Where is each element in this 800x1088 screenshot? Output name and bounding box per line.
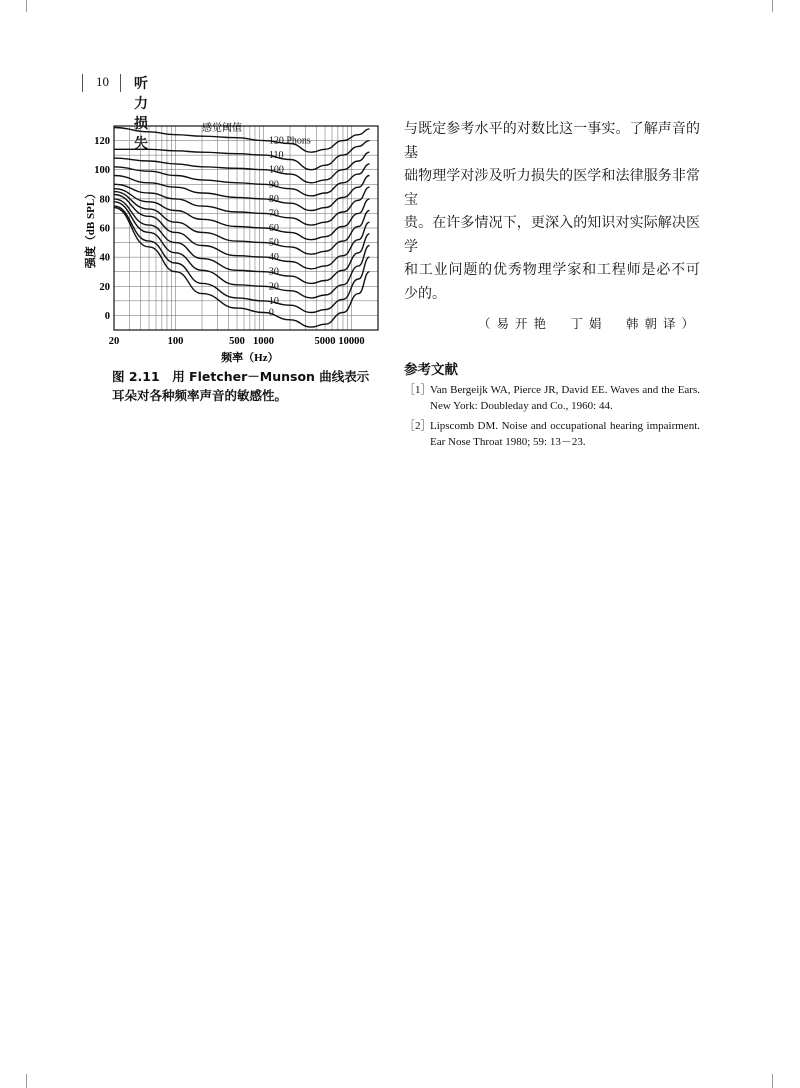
phon-curve-2 bbox=[114, 152, 370, 183]
paragraph-line: 和工业问题的优秀物理学家和工程师是必不可 bbox=[404, 262, 700, 278]
crop-mark bbox=[772, 1074, 773, 1088]
phon-curve-label: 80 bbox=[268, 193, 279, 205]
x-tick-label: 500 bbox=[229, 336, 245, 347]
x-axis-label: 频率（Hz） bbox=[221, 352, 279, 364]
curves bbox=[114, 128, 370, 328]
phon-curve-label: 40 bbox=[268, 252, 279, 264]
reference-text: Lipscomb DM. Noise and occupational hearing impairment. Ear Nose Throat 1980; 59: 13－23. bbox=[430, 420, 700, 448]
phon-curve-6 bbox=[114, 189, 370, 240]
header-rule bbox=[82, 74, 83, 92]
header-rule bbox=[120, 74, 121, 92]
equal-loudness-chart bbox=[84, 118, 384, 368]
running-title: 听力损失 bbox=[134, 76, 148, 152]
body-column bbox=[404, 118, 700, 450]
paragraph-line: 础物理学对涉及听力损失的医学和法律服务非常宝 bbox=[404, 168, 700, 208]
paragraph-line: 贵。在许多情况下，更深入的知识对实际解决医学 bbox=[404, 215, 700, 255]
phon-curve-label: 110 bbox=[268, 150, 284, 162]
phon-curve-label: 100 bbox=[268, 164, 284, 176]
x-tick-labels bbox=[109, 336, 365, 347]
crop-mark bbox=[26, 0, 27, 12]
reference-number: ［2］ bbox=[404, 420, 432, 432]
reference-item bbox=[404, 418, 700, 450]
figure-fletcher-munson bbox=[84, 118, 384, 368]
threshold-annotation: 感觉阈值 bbox=[202, 123, 242, 134]
phon-curve-label: 90 bbox=[268, 179, 279, 191]
y-tick-label: 80 bbox=[99, 194, 110, 206]
paragraph-line: 少的。 bbox=[404, 285, 446, 302]
y-tick-label: 0 bbox=[104, 310, 110, 322]
paragraph-line: 与既定参考水平的对数比这一事实。了解声音的基 bbox=[404, 121, 700, 161]
phon-curve-label: 70 bbox=[268, 208, 279, 220]
x-tick-label: 1000 bbox=[253, 336, 275, 347]
y-tick-label: 120 bbox=[94, 136, 110, 148]
x-tick-label: 10000 bbox=[338, 336, 365, 347]
x-tick-label: 5000 bbox=[314, 336, 336, 347]
references-heading: 参考文献 bbox=[404, 362, 458, 378]
phon-curve-7 bbox=[114, 192, 370, 255]
phon-curve-label: 50 bbox=[268, 237, 279, 249]
phon-curve-label: 0 bbox=[268, 307, 274, 319]
crop-mark bbox=[772, 0, 773, 12]
phon-curve-label: 120 Phons bbox=[268, 135, 311, 147]
y-tick-label: 100 bbox=[94, 165, 110, 177]
phon-curve-label: 10 bbox=[268, 295, 279, 307]
y-tick-label: 60 bbox=[99, 223, 110, 235]
y-axis-label: 强度（dB SPL） bbox=[85, 187, 97, 269]
x-tick-label: 20 bbox=[108, 336, 120, 347]
x-tick-label: 100 bbox=[167, 336, 184, 347]
y-tick-label: 20 bbox=[99, 281, 110, 293]
crop-mark bbox=[26, 1074, 27, 1088]
figure-caption: 图 2.11 用 Fletcher－Munson 曲线表示耳朵对各种频率声音的敏感性。 bbox=[112, 369, 370, 403]
page-number: 10 bbox=[96, 74, 109, 89]
reference-item bbox=[404, 382, 700, 414]
translator-credit: （易开艳 丁娟 韩朝译） bbox=[477, 316, 700, 331]
y-tick-label: 40 bbox=[99, 252, 110, 264]
phon-curve-label: 60 bbox=[268, 223, 279, 234]
phon-curve-11 bbox=[114, 206, 370, 312]
reference-text: Van Bergeijk WA, Pierce JR, David EE. Waves and the Ears. New York: Doubleday and Co., 1960: 44. bbox=[430, 384, 700, 412]
phon-curve-label: 20 bbox=[268, 281, 279, 293]
phon-curve-label: 30 bbox=[268, 266, 279, 278]
reference-number: ［1］ bbox=[404, 384, 432, 396]
